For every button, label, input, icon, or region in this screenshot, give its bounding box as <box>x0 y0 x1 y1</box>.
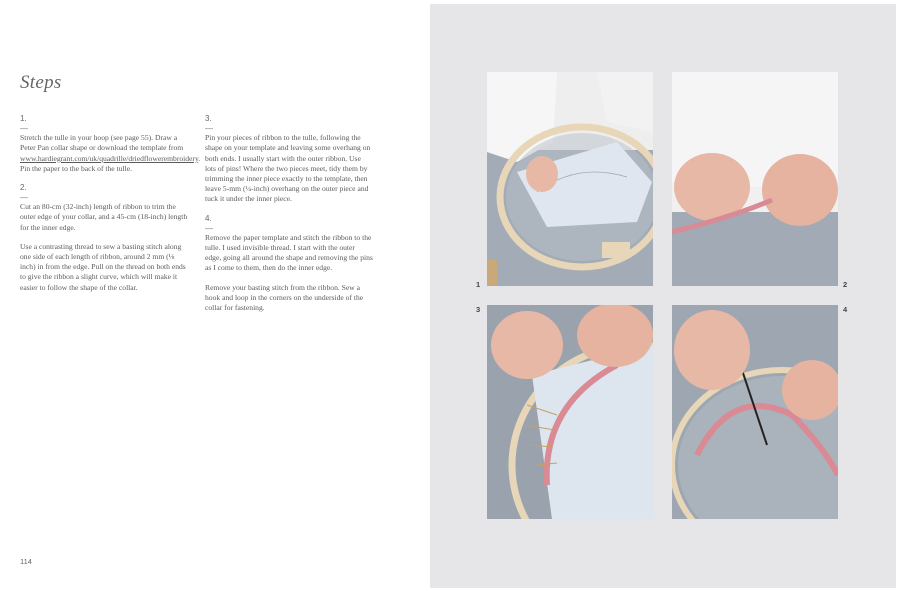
step-1 <box>20 114 201 174</box>
step-number: 3. <box>205 114 212 123</box>
step-photo-4 <box>672 305 838 519</box>
step-4 <box>205 214 373 314</box>
step-dash: — <box>205 124 213 134</box>
step-dash: — <box>20 193 28 203</box>
photo-pinning-ribbon <box>487 305 653 519</box>
photo-label-2: 2 <box>843 280 848 289</box>
step-2 <box>20 183 188 293</box>
step-photo-1 <box>487 72 653 286</box>
step-dash: — <box>205 223 213 233</box>
step-dash: — <box>20 124 28 134</box>
page-heading: Steps <box>20 72 62 93</box>
step-number: 2. <box>20 183 27 193</box>
step-text <box>20 133 201 174</box>
page-number: 114 <box>20 557 32 566</box>
steps-column-right <box>205 114 373 322</box>
photo-label-1: 1 <box>476 280 481 289</box>
photo-label-4: 4 <box>843 305 848 314</box>
photo-pinning-template <box>487 72 653 286</box>
step-text: Remove your basting stitch from the ribbon. Sew a hook and loop in the corners on the underside of the collar for fastening. <box>205 282 364 313</box>
photo-threading-ribbon <box>672 72 838 286</box>
step-photo-2 <box>672 72 838 286</box>
step-text-after-link: . Pin the paper to the back of the tulle. <box>20 153 201 173</box>
step-text-before-link: Stretch the tulle in your hoop (see page 55). Draw a Peter Pan collar shape or download the template from <box>20 133 184 153</box>
left-page <box>0 0 430 594</box>
photo-label-3: 3 <box>476 305 481 314</box>
step-photo-3 <box>487 305 653 519</box>
step-text: Cut an 80-cm (32-inch) length of ribbon to trim the outer edge of your collar, and a 45-cm (18-inch) length for the inner edge. <box>20 202 188 232</box>
step-text: Remove the paper template and stitch the ribbon to the tulle. I used invisible thread. I start with the outer edge, going all around the shape and removing the pins as I come to them, then do the inner edge. <box>205 232 373 273</box>
step-text: Pin your pieces of ribbon to the tulle, following the shape on your template and leaving some overhang on both ends. I usually start with the outer ribbon. Use lots of pins! Where the two pieces meet, tidy them by trimming the inner piece exactly to the template, then leave 5-mm (¼-inch) overhang on the outer piece and tuck it under the inner piece. <box>205 133 371 204</box>
step-text: Use a contrasting thread to sew a basting stitch along one side of each length of ribbon, around 2 mm (⅛ inch) in from the edge. Pull on the thread on both ends to give the ribbon a slight curve, which will make it easier to follow the shape of the collar. <box>20 241 186 292</box>
photo-stitching-ribbon <box>672 305 838 519</box>
step-number: 1. <box>20 114 27 123</box>
template-link[interactable]: www.hardiegrant.com/uk/quadrille/driedflowerembroidery <box>20 153 199 163</box>
steps-column-left <box>20 114 201 302</box>
step-number: 4. <box>205 213 212 223</box>
step-3 <box>205 114 373 205</box>
